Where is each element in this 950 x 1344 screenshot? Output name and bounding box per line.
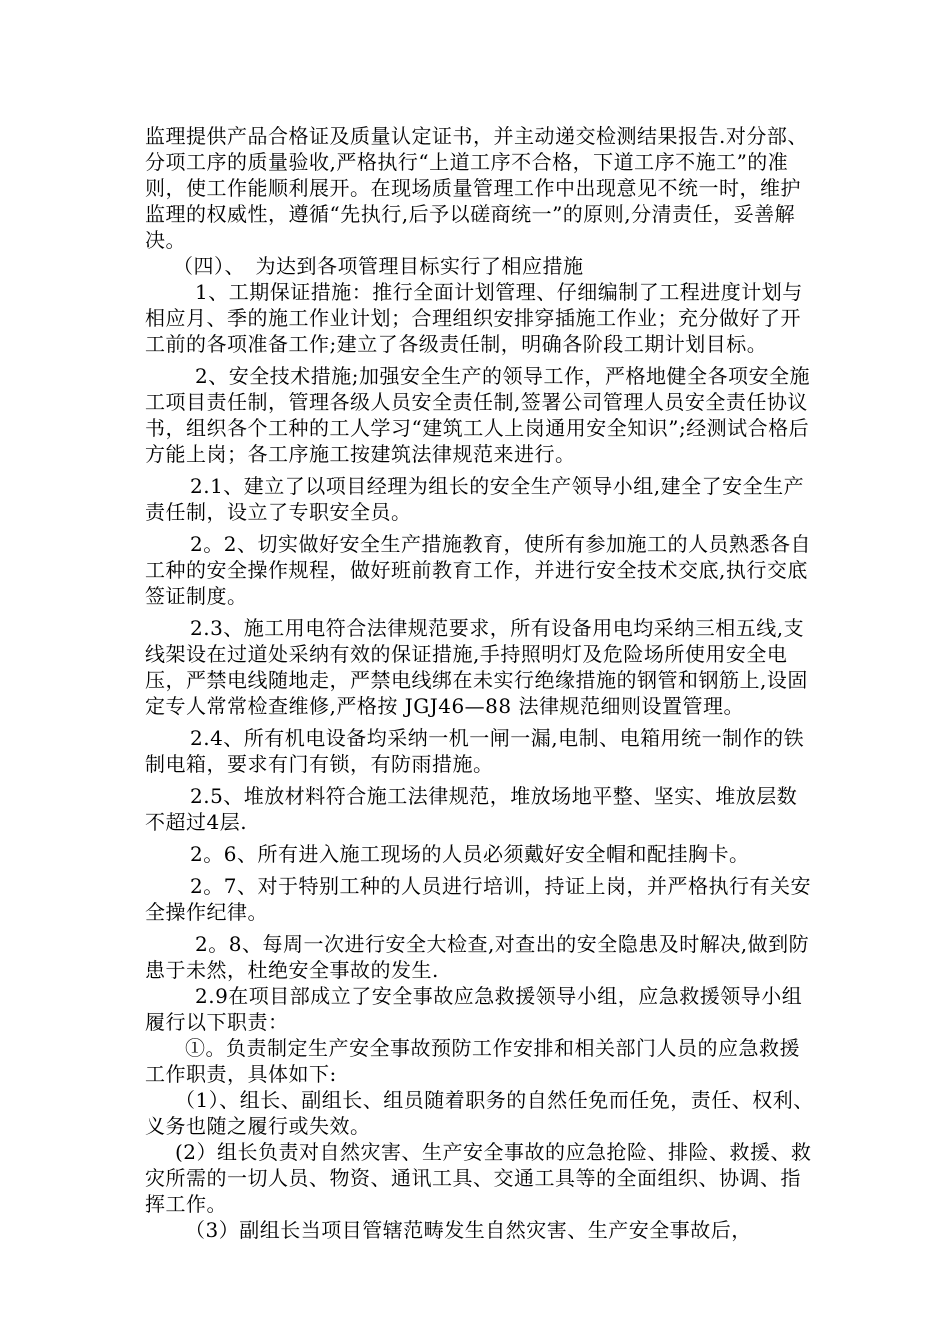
paragraph-item-3: （3）副组长当项目管辖范畴发生自然灾害、生产安全事故后， bbox=[185, 1218, 752, 1242]
paragraph-item-2: (2）组长负责对自然灾害、生产安全事故的应急抢险、排险、救援、救灾所需的一切人员、物资、通讯工具、交通工具等的全面组织、协调、指挥工作。 bbox=[145, 1140, 812, 1216]
paragraph-safety-measures: 2、安全技术措施;加强安全生产的领导工作，严格地健全各项安全施工项目责任制，管理各级人员安全责任制,签署公司管理人员安全责任协议书，组织各个工种的工人学习“建筑工人上岗通用安全知识”;经测试合格后方能上岗；各工序施工按建筑法律规范来进行。 bbox=[145, 364, 810, 466]
paragraph-2-9: 2.9在项目部成立了安全事故应急救援领导小组，应急救援领导小组履行以下职责： bbox=[145, 984, 803, 1034]
paragraph-2-6: 2。6、所有进入施工现场的人员必须戴好安全帽和配挂胸卡。 bbox=[190, 842, 750, 866]
heading-section-four: （四）、 为达到各项管理目标实行了相应措施 bbox=[173, 254, 584, 278]
paragraph-quality-acceptance: 监理提供产品合格证及质量认定证书，并主动递交检测结果报告.对分部、分项工序的质量验收,严格执行“上道工序不合格，下道工序不施工”的准则，使工作能顺利展开。在现场质量管理工作中出现意见不统一时，维护监理的权威性，遵循“先执行,后予以磋商统一”的原则,分清责任，妥善解决。 bbox=[145, 124, 808, 252]
paragraph-item-1: （1）、组长、副组长、组员随着职务的自然任免而任免，责任、权利、义务也随之履行或失效。 bbox=[145, 1088, 814, 1138]
paragraph-2-4: 2.4、所有机电设备均采纳一机一闸一漏,电制、电箱用统一制作的铁制电箱，要求有门有锁，有防雨措施。 bbox=[145, 726, 805, 776]
paragraph-2-3: 2.3、施工用电符合法律规范要求，所有设备用电均采纳三相五线,支线架设在过道处采纳有效的保证措施,手持照明灯及危险场所使用安全电压，严禁电线随地走，严禁电线绑在未实行绝缘措施的钢管和钢筋上,设固定专人常常检查维修,严格按 JGJ46—88 法律规范细则设置管理。 bbox=[145, 616, 808, 718]
paragraph-2-5: 2.5、堆放材料符合施工法律规范，堆放场地平整、坚实、堆放层数不超过4层. bbox=[145, 784, 798, 834]
paragraph-2-2: 2。2、切实做好安全生产措施教育，使所有参加施工的人员熟悉各自工种的安全操作规程，做好班前教育工作，并进行安全技术交底,执行交底签证制度。 bbox=[145, 532, 811, 608]
paragraph-2-1: 2.1、建立了以项目经理为组长的安全生产领导小组,建全了安全生产责任制，设立了专职安全员。 bbox=[145, 474, 805, 524]
paragraph-2-8: 2。8、每周一次进行安全大检查,对查出的安全隐患及时解决,做到防患于未然，杜绝安全事故的发生. bbox=[145, 932, 810, 982]
document-body bbox=[145, 123, 815, 1243]
paragraph-2-7: 2。7、对于特别工种的人员进行培训，持证上岗，并严格执行有关安全操作纪律。 bbox=[145, 874, 811, 924]
paragraph-duty-1: ①。负责制定生产安全事故预防工作安排和相关部门人员的应急救援工作职责，具体如下: bbox=[145, 1036, 800, 1086]
paragraph-schedule-measures: 1、工期保证措施：推行全面计划管理、仔细编制了工程进度计划与相应月、季的施工作业计划；合理组织安排穿插施工作业；充分做好了开工前的各项准备工作;建立了各级责任制，明确各阶段工期计划目标。 bbox=[145, 280, 803, 356]
